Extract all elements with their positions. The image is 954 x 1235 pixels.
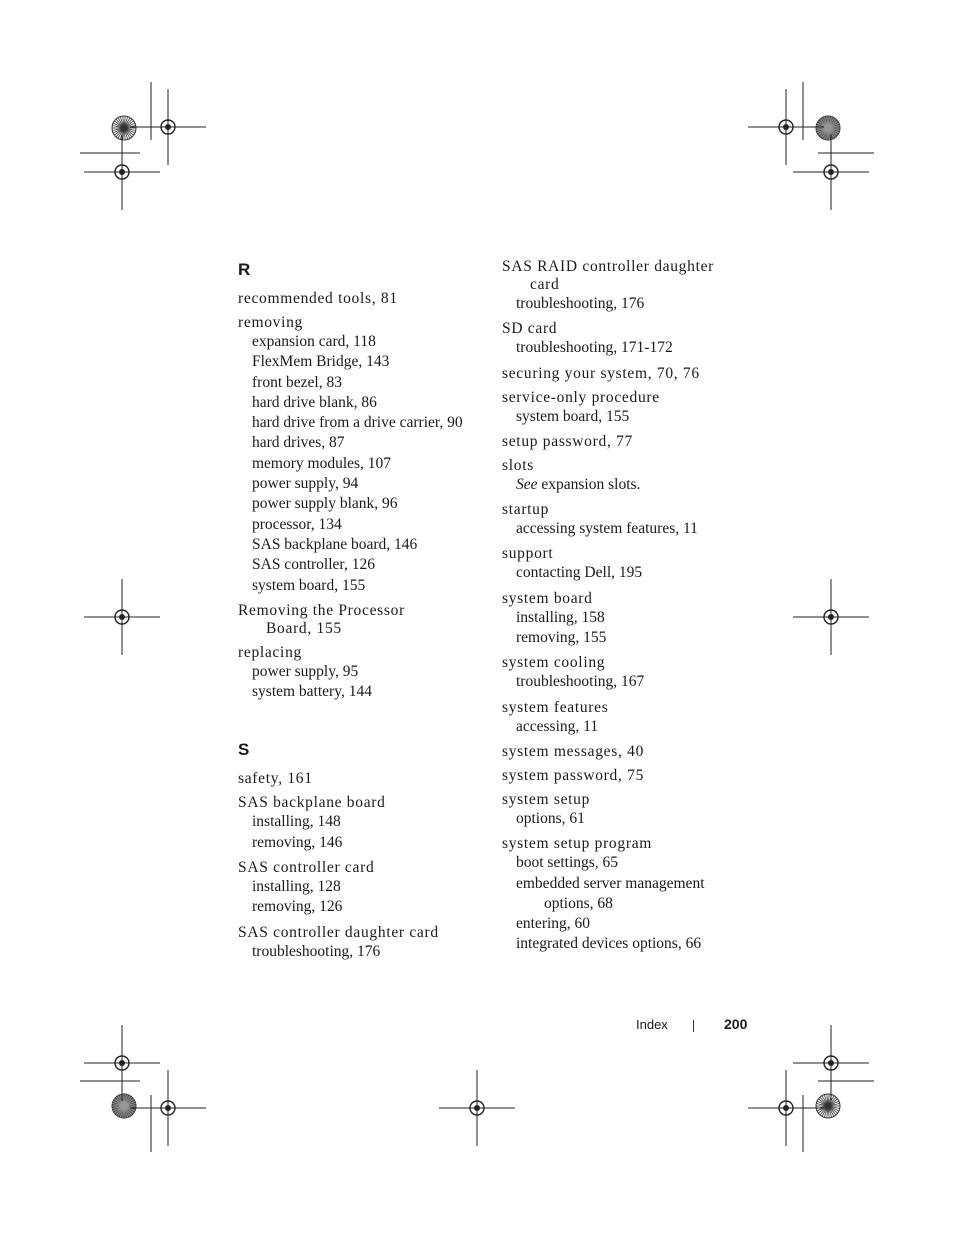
- index-subentry: removing, 155: [516, 629, 607, 647]
- index-entry: [238, 924, 488, 962]
- index-entry: [502, 835, 752, 954]
- index-subentry: processor, 134: [252, 515, 342, 533]
- index-subentry: front bezel, 83: [252, 373, 342, 391]
- index-subentry: troubleshooting, 176: [516, 295, 645, 312]
- index-subentry: hard drives, 87: [252, 434, 345, 452]
- index-subentry: accessing, 11: [516, 717, 599, 735]
- index-term-text: setup password, 77: [502, 432, 633, 450]
- index-subentry: installing, 128: [252, 878, 341, 896]
- registration-target-center: [783, 124, 789, 130]
- index-column-right: [502, 258, 752, 961]
- index-term-text: removing: [238, 314, 304, 331]
- registration-target-center: [165, 124, 171, 130]
- footer-separator: [693, 1020, 694, 1032]
- index-column-left: [238, 258, 488, 968]
- index-term-text: slots: [502, 456, 534, 474]
- index-subentry-continuation: options, 68: [544, 894, 613, 912]
- index-entry: [238, 794, 488, 853]
- index-subentry: FlexMem Bridge, 143: [252, 353, 390, 371]
- index-subentry: removing, 126: [252, 898, 343, 916]
- index-term-text: SAS controller daughter card: [238, 923, 439, 941]
- index-subentry: troubleshooting, 167: [516, 673, 645, 691]
- index-subentry: system battery, 144: [252, 683, 372, 701]
- index-term-continuation: card: [530, 276, 560, 293]
- index-term-text: securing your system, 70, 76: [502, 364, 700, 382]
- index-entry: [238, 859, 488, 918]
- index-term: [238, 290, 488, 308]
- index-term-text: system password, 75: [502, 766, 645, 784]
- index-entry: [502, 743, 752, 761]
- index-term: [502, 791, 752, 809]
- index-term-text: system board: [502, 589, 593, 607]
- index-entry: [238, 602, 488, 638]
- index-entry: [238, 644, 488, 703]
- registration-target-center: [119, 169, 125, 175]
- index-entry: [502, 365, 752, 383]
- index-subentry: hard drive blank, 86: [252, 393, 377, 411]
- index-term: [502, 501, 752, 519]
- registration-target-center: [828, 1060, 834, 1066]
- index-term: [238, 794, 488, 812]
- section-letter: R: [238, 260, 251, 279]
- index-term-text: replacing: [238, 643, 302, 661]
- index-term: [502, 835, 752, 853]
- index-subentry: hard drive from a drive carrier, 90: [252, 414, 463, 432]
- index-entry: [502, 654, 752, 692]
- index-entry: [502, 545, 752, 583]
- index-term: [238, 644, 488, 662]
- index-subentry: power supply blank, 96: [252, 495, 398, 513]
- index-term: [502, 389, 752, 407]
- registration-target-center: [119, 614, 125, 620]
- index-term-text: SD card: [502, 320, 558, 338]
- index-term: [502, 654, 752, 672]
- index-term: [238, 770, 488, 788]
- index-term: [502, 699, 752, 717]
- index-subentry: power supply, 95: [252, 662, 359, 680]
- index-term: [502, 365, 752, 383]
- index-entry: [238, 290, 488, 308]
- index-term: [502, 545, 752, 563]
- index-section: [238, 258, 488, 702]
- index-term: [502, 433, 752, 451]
- index-subentry: contacting Dell, 195: [516, 564, 643, 582]
- index-term-text: system setup program: [502, 835, 653, 853]
- index-term-text: recommended tools, 81: [238, 290, 398, 307]
- index-section: [238, 738, 488, 961]
- index-entry: [502, 320, 752, 358]
- index-term: [238, 924, 488, 942]
- index-subentry: power supply, 94: [252, 475, 359, 493]
- index-entry: [502, 767, 752, 785]
- index-subentry: installing, 148: [252, 813, 341, 831]
- index-subentry: expansion card, 118: [252, 333, 376, 350]
- index-term-text: startup: [502, 501, 550, 519]
- index-subentry: system board, 155: [252, 576, 366, 594]
- page-footer: [620, 1015, 750, 1035]
- index-subentry: integrated devices options, 66: [516, 935, 702, 953]
- index-term-text: Removing the Processor: [238, 601, 405, 619]
- registration-target-center: [783, 1105, 789, 1111]
- index-term: [502, 258, 752, 294]
- registration-target-center: [474, 1105, 480, 1111]
- index-entry: [502, 699, 752, 737]
- index-term-text: service-only procedure: [502, 388, 660, 406]
- index-entry: [502, 501, 752, 539]
- index-see-reference: [502, 475, 752, 495]
- index-term-text: system messages, 40: [502, 742, 645, 760]
- index-subentry-text: embedded server management: [516, 874, 705, 892]
- index-entry: [502, 389, 752, 427]
- index-term: [238, 314, 488, 332]
- page-number: 200: [724, 1016, 748, 1032]
- index-entry: [238, 314, 488, 596]
- section-letter: S: [238, 740, 250, 760]
- index-term-text: system cooling: [502, 654, 606, 672]
- registration-target-center: [828, 169, 834, 175]
- index-subentry: SAS backplane board, 146: [252, 535, 418, 553]
- index-subentry: troubleshooting, 176: [252, 942, 381, 960]
- index-term: [502, 767, 752, 785]
- index-term-continuation: Board, 155: [266, 619, 342, 637]
- index-term-text: system setup: [502, 790, 591, 808]
- index-term: [238, 602, 488, 638]
- index-entry: [502, 433, 752, 451]
- index-entry: [238, 770, 488, 788]
- index-subentry: SAS controller, 126: [252, 556, 375, 574]
- see-target: expansion slots.: [537, 475, 641, 493]
- index-subentry: boot settings, 65: [516, 854, 619, 872]
- index-term-text: system features: [502, 698, 609, 716]
- index-term: [502, 590, 752, 608]
- index-subentry: memory modules, 107: [252, 454, 392, 472]
- index-entry: [502, 791, 752, 829]
- registration-target-center: [828, 614, 834, 620]
- index-entry: [502, 457, 752, 495]
- index-subentry: options, 61: [516, 809, 585, 827]
- index-subentry: troubleshooting, 171-172: [516, 339, 673, 357]
- registration-target-center: [119, 1060, 125, 1066]
- index-term-text: support: [502, 545, 554, 563]
- see-word: See: [516, 475, 538, 493]
- footer-section-label: Index: [636, 1017, 668, 1032]
- index-subentry: accessing system features, 11: [516, 520, 698, 538]
- index-term: [502, 743, 752, 761]
- index-subentry: [502, 874, 752, 915]
- index-subentry: system board, 155: [516, 407, 630, 425]
- index-term-text: SAS controller card: [238, 859, 375, 877]
- index-entry: [502, 590, 752, 649]
- index-entry: [502, 258, 752, 314]
- index-subentry: removing, 146: [252, 833, 343, 851]
- index-term: [502, 457, 752, 475]
- index-subentry: entering, 60: [516, 915, 591, 933]
- index-term-text: SAS RAID controller daughter: [502, 258, 715, 275]
- index-term-text: safety, 161: [238, 770, 313, 788]
- index-subentry: installing, 158: [516, 608, 605, 626]
- registration-target-center: [165, 1105, 171, 1111]
- index-term: [238, 859, 488, 877]
- index-term-text: SAS backplane board: [238, 794, 386, 812]
- index-term: [502, 320, 752, 338]
